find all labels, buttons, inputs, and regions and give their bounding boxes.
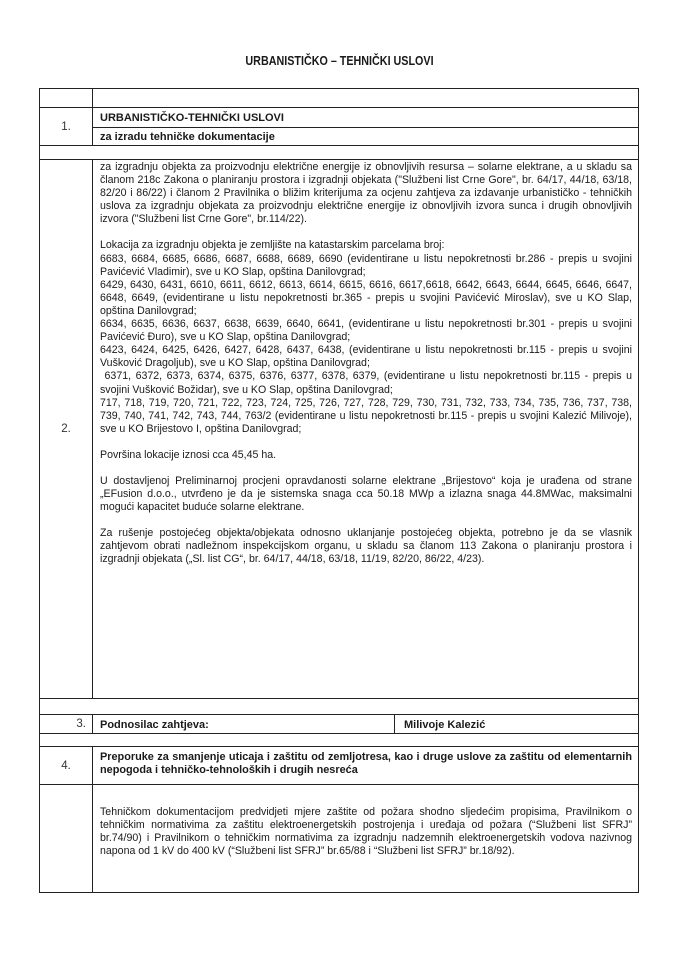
section-1-content xyxy=(92,108,638,145)
section-4-heading-cell xyxy=(92,747,638,784)
location-intro: Lokacija za izgradnju objekta je zemljište na katastarskim parcelama broj: xyxy=(100,239,445,252)
parcel-entry: 6634, 6635, 6636, 6637, 6638, 6639, 6640, 6641, (evidentirane u listu nepokretnosti br.301 - prepis u svojini Pavićević Đuro), sve u KO Slap, opština Danilovgrad; xyxy=(100,318,632,344)
spacer-cell xyxy=(92,89,638,107)
section-4-body: Tehničkom dokumentacijom predvidjeti mjere zaštite od požara shodno sljedećim propisima, Pravilnikom o tehničkim normativima za zaštitu elektroenergetskih postrojenja i uređaja od požara (“Službeni list SFRJ” br.74/90) i Pravilnikom o tehničkim normativima za izgradnju nadzemnih elektroenergetskih vodova nazivnog napona od 1 kV do 400 kV (“Službeni list SFRJ” br.65/88 i “Službeni list SFRJ” br.18/92). xyxy=(100,806,632,858)
section-number: 3. xyxy=(76,718,86,730)
section-1-subheading: za izradu tehničke dokumentacije xyxy=(100,131,275,143)
section-2-intro: za izgradnju objekta za proizvodnju električne energije iz obnovljivih resursa – solarne elektrane, a u skladu sa članom 218c Zakona o planiranju prostora i izgradnji objekata ("Službeni list Crne Gore", br. 64/17, 44/18, 63/18, 82/20 i 86/22) i članom 2 Pravilnika o bližim kriterijuma za ocjenu zahtjeva za izdavanje urbanističko - tehničkih uslova za izgradnju objekata za proizvodnju električne energije iz obnovljivih izvora sunca i drugih obnovljivih izvora ("Službeni list Crne Gore", br.114/22). xyxy=(100,161,632,226)
parcel-entry: 6423, 6424, 6425, 6426, 6427, 6428, 6437, 6438, (evidentirane u listu nepokretnosti br.115 - prepis u svojini Vušković Dragoljub), sve u KO Slap, opština Danilovgrad; xyxy=(100,344,632,370)
section-4-body-row xyxy=(39,785,639,893)
section-number: 2. xyxy=(61,423,71,435)
section-number: 4. xyxy=(61,759,71,772)
section-3-content xyxy=(92,715,638,733)
section-4-heading: Preporuke za smanjenje uticaja i zaštitu od zemljotresa, kao i druge uslove za zaštitu od elementarnih nepogoda i tehničko-tehnoloških i drugih nesreća xyxy=(100,751,632,777)
parcel-entry: 6683, 6684, 6685, 6686, 6687, 6688, 6689, 6690 (evidentirane u listu nepokretnosti br.286 - prepis u svojini Pavićević Vladimir), sve u KO Slap, opština Danilovgrad; xyxy=(100,252,632,278)
spacer-row xyxy=(39,88,639,108)
spacer-row xyxy=(39,699,639,715)
section-4-row xyxy=(39,747,639,785)
applicant-label: Podnosilac zahtjeva: xyxy=(93,715,395,734)
parcel-entry: 6371, 6372, 6373, 6374, 6375, 6376, 6377, 6378, 6379, (evidentirane u listu nepokretnosti br.115 - prepis u svojini Vušković Božidar), sve u KO Slap, opština Danilovgrad; xyxy=(100,370,635,396)
section-number: 1. xyxy=(61,120,71,133)
section-3-row xyxy=(39,715,639,734)
section-2-row xyxy=(39,160,639,699)
section-1-row xyxy=(39,108,639,146)
demolition-text: Za rušenje postojećeg objekta/objekata odnosno uklanjanje postojećeg objekta, potrebno je da se vlasnik zahtjevom obrati nadležnom inspekcijskom organu, u skladu sa članom 113 Zakona o planiranju prostora i izgradnji objekata („Sl. list CG“, br. 64/17, 44/18, 63/18, 11/19, 82/20, 86/22, 4/23). xyxy=(100,527,632,566)
spacer-row xyxy=(39,734,639,747)
document-title: URBANISTIČKO – TEHNIČKI USLOVI xyxy=(245,54,434,68)
area-text: Površina lokacije iznosi cca 45,45 ha. xyxy=(100,448,277,461)
applicant-name: Milivoje Kalezić xyxy=(404,718,486,731)
parcel-entry: 717, 718, 719, 720, 721, 722, 723, 724, 725, 726, 727, 728, 729, 730, 731, 732, 733, 734, 735, 736, 737, 738, 739, 740, 741, 742, 743, 744, 763/2 (evidentirane u listu nepokretnosti br.115 - prepis u svojini Kalezić Milivoje), sve u KO Brijestovo I, opština Danilovgrad; xyxy=(100,396,632,435)
capacity-text: U dostavljenoj Preliminarnoj procjeni opravdanosti solarne elektrane „Brijestovo“ koja je urađena od strane „EFusion d.o.o., utvrđeno je da je sistemska snaga cca 50.18 MWp a izlazna snaga 44.8MWac, maksimalni mogući kapacitet buduće solarne elektrane. xyxy=(100,474,632,514)
section-2-content xyxy=(92,160,638,698)
section-4-body-cell xyxy=(92,785,638,892)
spacer-row xyxy=(39,146,639,160)
section-1-heading: URBANISTIČKO-TEHNIČKI USLOVI xyxy=(93,108,638,128)
parcel-entry: 6429, 6430, 6431, 6610, 6611, 6612, 6613, 6614, 6615, 6616, 6617,6618, 6642, 6643, 6644, 6645, 6646, 6647, 6648, 6649, (evidentirane u listu nepokretnosti br.365 - prepis u svojini Pavićević Miroslav), sve u KO Slap, opština Danilovgrad; xyxy=(100,278,632,317)
conditions-table xyxy=(39,88,639,893)
